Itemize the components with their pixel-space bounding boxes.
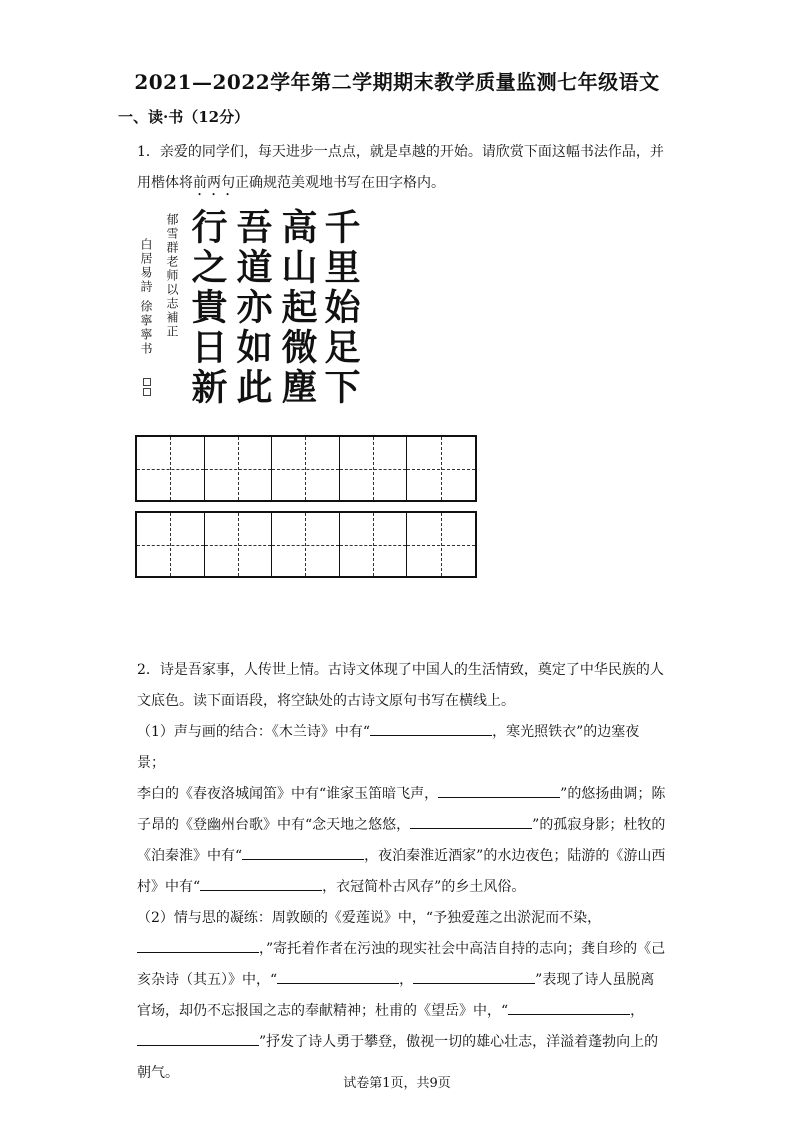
tianzi-cell[interactable] <box>137 513 205 576</box>
tianzi-cell[interactable] <box>205 437 273 500</box>
q2-p2-line1: （2）情与思的凝练：周敦颐的《爱莲说》中，“予独爱莲之出淤泥而不染， <box>137 910 602 926</box>
answer-blank[interactable] <box>137 1031 259 1046</box>
question-1 <box>137 137 667 199</box>
text: （1）声与画的结合：《木兰诗》中有“ <box>137 724 371 740</box>
q1-line2 <box>137 168 667 199</box>
tianzi-grid-row-1[interactable] <box>135 435 477 502</box>
text: ， <box>399 972 414 988</box>
page-footer: 试卷第1页，共9页 <box>343 1076 451 1091</box>
tianzi-cell[interactable] <box>340 437 408 500</box>
calligraphy-column-4: 行之貴日新 <box>186 208 228 408</box>
text: 李白的《春夜洛城闻笛》中有“谁家玉笛暗飞声， <box>137 786 439 802</box>
text: ，衣冠简朴古风存”的乡土风俗。 <box>322 879 526 895</box>
exam-title: 2021—2022学年第二学期期末教学质量监测七年级语文 <box>134 70 660 94</box>
q2-p1-line1 <box>137 717 667 779</box>
seal-mark <box>143 388 151 396</box>
text: ，”寄托着作者在污浊的现实社会中高洁自持的志向；龚自珍的《己 <box>259 941 666 957</box>
answer-blank[interactable] <box>200 876 322 891</box>
q2-line2: 文底色。读下面语段，将空缺处的古诗文原句书写在横线上。 <box>137 693 515 709</box>
text: 子昂的《登幽州台歌》中有“念天地之悠悠， <box>137 817 411 833</box>
text: ，寒光照铁衣”的边塞夜景； <box>137 724 640 771</box>
q2-p2-line2 <box>137 934 667 965</box>
seal-mark <box>143 378 151 386</box>
text: ”表现了诗人虽脱离 <box>535 972 655 988</box>
q2-p2-line5 <box>137 1027 667 1058</box>
tianzi-grid-row-2[interactable] <box>135 511 477 578</box>
question-2 <box>137 655 667 1089</box>
calligraphy-column-1: 千里始足下 <box>319 208 361 408</box>
tianzi-cell[interactable] <box>340 513 408 576</box>
text: ， <box>630 1003 645 1019</box>
q2-p2-line6: 朝气。 <box>137 1065 179 1081</box>
answer-blank[interactable] <box>413 969 535 984</box>
q1-line1: 1．亲爱的同学们，每天进步一点点，就是卓越的开始。请欣赏下面这幅书法作品，并 <box>137 144 664 160</box>
q2-p1-line2 <box>137 779 667 810</box>
answer-blank[interactable] <box>508 1000 630 1015</box>
q2-p1-line3 <box>137 810 667 841</box>
q2-p1-line5 <box>137 872 667 903</box>
tianzi-cell[interactable] <box>137 437 205 500</box>
tianzi-cell[interactable] <box>407 513 475 576</box>
section-heading: 一、读·书（12分） <box>118 108 250 126</box>
text: ”的悠扬曲调；陈 <box>560 786 666 802</box>
answer-blank[interactable] <box>410 814 532 829</box>
calligraphy-column-2: 高山起微塵 <box>276 208 318 408</box>
q1-line2-b: 正确规范美观地书写在田字格内。 <box>235 175 445 191</box>
calligraphy-inscription-1: 郁雪群老师以志補正 <box>165 213 179 339</box>
q2-p2-line3 <box>137 965 667 996</box>
text: ”的孤寂身影；杜牧的 <box>532 817 666 833</box>
tianzi-cell[interactable] <box>205 513 273 576</box>
q2-line1: 2．诗是吾家事，人传世上情。古诗文体现了中国人的生活情致，奠定了中华民族的人 <box>137 662 664 678</box>
text: 官场，却仍不忘报国之志的奉献精神；杜甫的《望岳》中，“ <box>137 1003 509 1019</box>
tianzi-cell[interactable] <box>272 437 340 500</box>
text: ”抒发了诗人勇于攀登，傲视一切的雄心壮志，洋溢着蓬勃向上的 <box>259 1034 659 1050</box>
answer-blank[interactable] <box>438 783 560 798</box>
q2-p1-line4 <box>137 841 667 872</box>
answer-blank[interactable] <box>277 969 399 984</box>
text: ，夜泊秦淮近酒家”的水边夜色；陆游的《游山西 <box>364 848 666 864</box>
q1-line2-a: 用楷体将 <box>137 175 193 191</box>
text: 村》中有“ <box>137 879 201 895</box>
calligraphy-inscription-2: 白居易詩 徐寧寧书 <box>139 238 153 356</box>
calligraphy-artwork <box>135 208 360 423</box>
answer-blank[interactable] <box>137 938 259 953</box>
calligraphy-column-3: 吾道亦如此 <box>231 208 273 408</box>
text: 亥杂诗（其五）》中，“ <box>137 972 278 988</box>
text: 《泊秦淮》中有“ <box>137 848 243 864</box>
emphasis-dots-text: 前两句 <box>193 175 235 191</box>
tianzi-cell[interactable] <box>407 437 475 500</box>
answer-blank[interactable] <box>242 845 364 860</box>
answer-blank[interactable] <box>370 721 492 736</box>
q2-p2-line4 <box>137 996 667 1027</box>
tianzi-cell[interactable] <box>272 513 340 576</box>
